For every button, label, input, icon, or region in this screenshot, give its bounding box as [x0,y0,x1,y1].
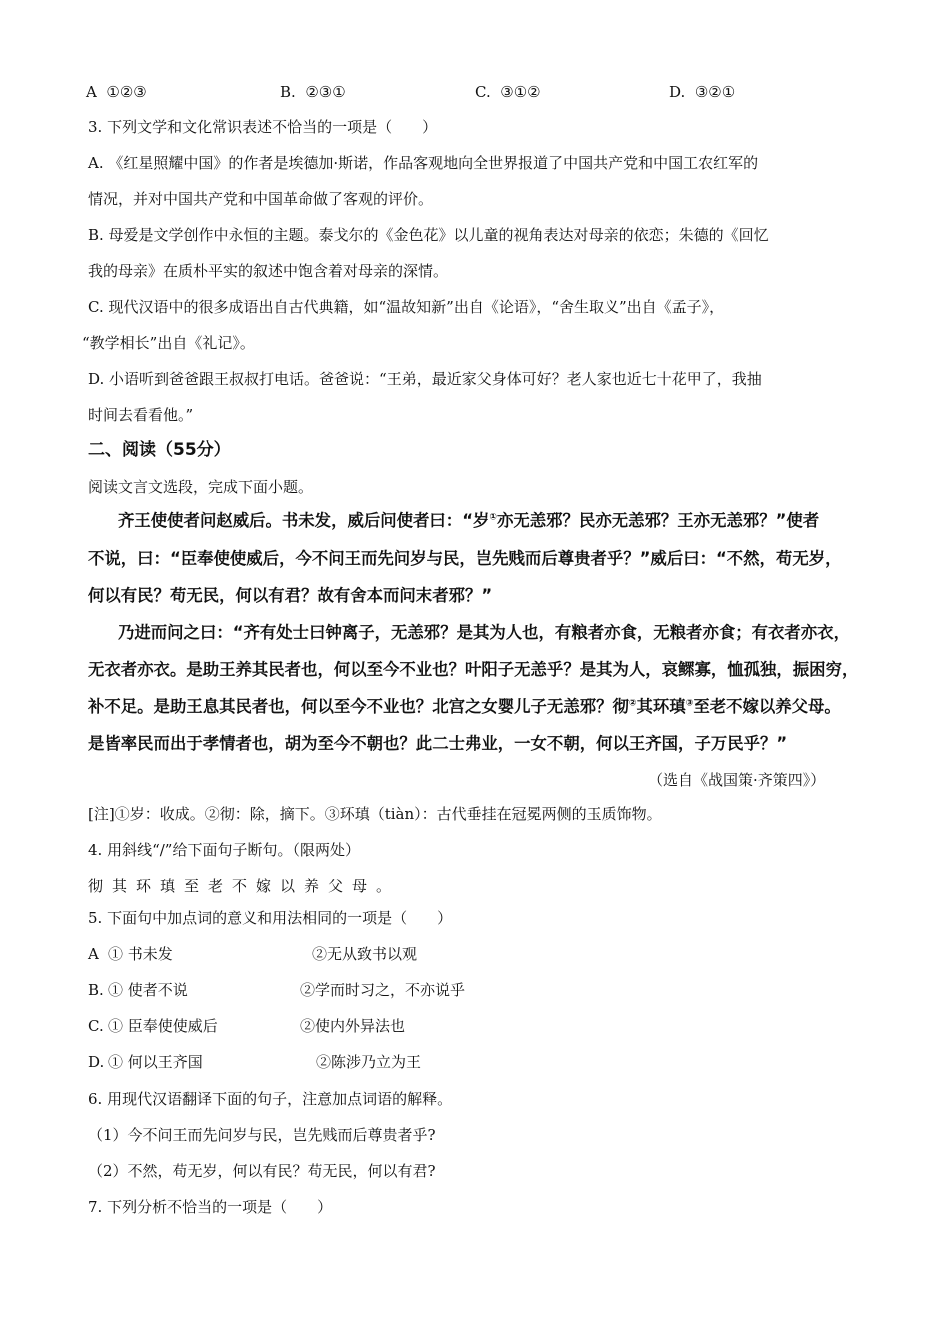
footnote-marker: ③ [685,698,694,709]
option-part-1: ① 书未发 [108,945,173,963]
passage-text: 至老不嫁以养父母。 [693,697,841,716]
passage-p1-line3: 何以有民？苟无民，何以有君？故有舍本而问末者邪？” [88,586,493,605]
option-letter: D. [669,83,686,101]
passage-p2-line1: 乃进而问之曰：“齐有处士曰钟离子，无恙邪？是其为人也，有粮者亦食，无粮者亦食；有衣者亦衣， [118,623,850,642]
footnote-marker: ② [628,698,637,709]
passage-p1-line1 [118,510,819,532]
footnote-marker: ① [489,512,497,523]
option-part-2: ②学而时习之，不亦说乎 [300,981,466,999]
passage-p1-line2: 不说，曰：“臣奉使使威后，今不问王而先问岁与民，岂先贱而后尊贵者乎？”威后曰：“不然，苟无岁， [88,549,842,568]
q6-sentence-2: （2）不然，苟无岁，何以有民？苟无民，何以有君? [88,1162,436,1180]
q3-option-a-line1: A. 《红星照耀中国》的作者是埃德加·斯诺，作品客观地向全世界报道了中国共产党和中国工农红军的 [88,154,759,172]
q3-stem: 3. 下列文学和文化常识表述不恰当的一项是（ ） [88,118,438,136]
option-part-2: ②无从致书以观 [312,945,418,963]
option-part-2: ②陈涉乃立为王 [316,1053,422,1071]
passage-p2-line3 [88,696,841,718]
option-part-1: ① 使者不说 [108,981,188,999]
passage-text: 齐王使使者问赵威后。书未发，威后问使者曰：“岁 [118,511,490,530]
q4-stem: 4. 用斜线“/”给下面句子断句。（限两处） [88,841,360,859]
q3-option-d-line2: 时间去看看他。” [88,406,194,424]
q3-option-b-line1: B. 母爱是文学创作中永恒的主题。泰戈尔的《金色花》以儿童的视角表达对母亲的依恋；朱德的《回忆 [88,226,769,244]
option-text: ③②① [694,83,736,101]
q6-stem: 6. 用现代汉语翻译下面的句子，注意加点词语的解释。 [88,1090,453,1108]
option-letter: A [86,83,97,101]
passage-text: 补不足。是助王息其民者也，何以至今不业也？北宫之女婴儿子无恙邪？彻 [88,697,629,716]
option-letter: B. [280,83,296,101]
footnotes: [注]①岁：收成。②彻：除，摘下。③环瑱（tiàn）：古代垂挂在冠冕两侧的玉质饰物。 [88,805,662,823]
option-letter: C. [88,1017,104,1035]
option-part-1: ① 何以王齐国 [108,1053,203,1071]
passage-p2-line2: 无衣者亦衣。是助王养其民者也，何以至今不业也？叶阳子无恙乎？是其为人，哀鳏寡，恤孤独，振困穷， [88,660,859,679]
q2-option-c [475,82,541,102]
q2-option-a [86,82,147,102]
q3-option-d-line1: D. 小语听到爸爸跟王叔叔打电话。爸爸说：“王弟，最近家父身体可好？老人家也近七十花甲了，我抽 [88,370,762,388]
q5-stem: 5. 下面句中加点词的意义和用法相同的一项是（ ） [88,909,453,927]
q3-option-c-line1: C. 现代汉语中的很多成语出自古代典籍，如“温故知新”出自《论语》，“舍生取义”出自《孟子》， [88,298,725,316]
section-intro: 阅读文言文选段，完成下面小题。 [88,478,314,496]
q2-option-b [280,82,346,102]
q3-option-c-line2: “教学相长”出自《礼记》。 [82,334,255,352]
option-letter: D. [88,1053,105,1071]
passage-source: （选自《战国策·齐策四》） [648,771,826,789]
option-text: ③①② [500,83,541,101]
q3-option-b-line2: 我的母亲》在质朴平实的叙述中饱含着对母亲的深情。 [88,262,449,280]
option-part-2: ②使内外异法也 [300,1017,406,1035]
option-letter: A [88,945,99,963]
section-heading: 二、阅读（55分） [88,440,231,460]
option-text: ②③① [305,83,346,101]
passage-text: 其环瑱 [636,697,686,716]
option-letter: B. [88,981,104,999]
option-text: ①②③ [106,83,147,101]
option-part-1: ① 臣奉使使威后 [108,1017,218,1035]
q7-stem: 7. 下列分析不恰当的一项是（ ） [88,1198,333,1216]
q4-sentence: 彻其环瑱至老不嫁以养父母。 [88,877,401,895]
q2-option-d [669,82,735,102]
q3-option-a-line2: 情况，并对中国共产党和中国革命做了客观的评价。 [88,190,434,208]
passage-text: 亦无恙邪？民亦无恙邪？王亦无恙邪？”使者 [497,511,820,530]
q6-sentence-1: （1）今不问王而先问岁与民，岂先贱而后尊贵者乎? [88,1126,436,1144]
option-letter: C. [475,83,491,101]
passage-p2-line4: 是皆率民而出于孝情者也，胡为至今不朝也？此二士弗业，一女不朝，何以王齐国，子万民乎？” [88,734,788,753]
